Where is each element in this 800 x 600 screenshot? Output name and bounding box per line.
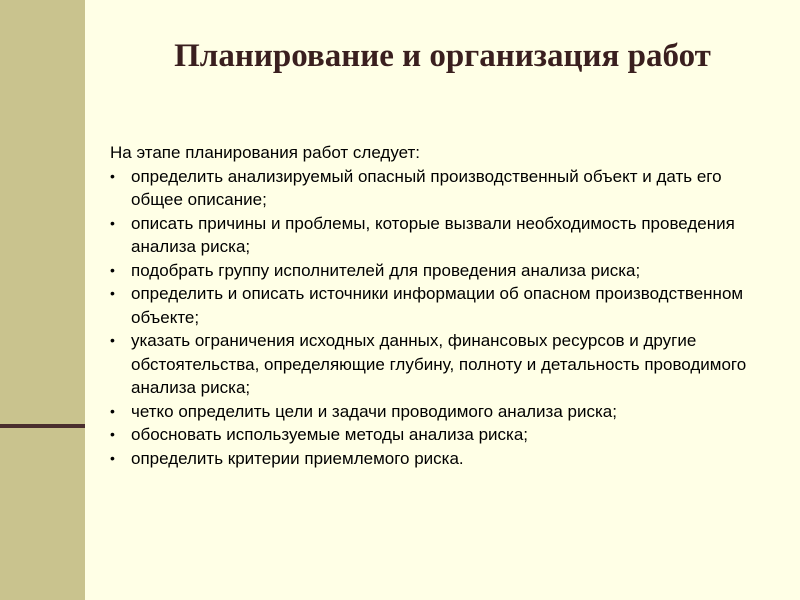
bullet-icon: •: [110, 426, 115, 442]
list-item: [110, 165, 760, 212]
list-item-text: описать причины и проблемы, которые вызвали необходимость проведения анализа риска;: [131, 213, 735, 256]
bullet-icon: •: [110, 402, 115, 419]
bullet-list: [110, 165, 760, 471]
bullet-icon: •: [110, 261, 115, 278]
slide-title: Планирование и организация работ: [174, 38, 711, 74]
list-item: [110, 329, 760, 400]
list-item-text: указать ограничения исходных данных, финансовых ресурсов и другие обстоятельства, определяющие глубину, полноту и детальность проводимого анализа риска;: [131, 331, 747, 397]
list-item: [110, 447, 760, 471]
bullet-icon: •: [110, 285, 115, 301]
bullet-icon: •: [110, 214, 115, 231]
list-item-text: определить критерии приемлемого риска.: [131, 448, 464, 468]
decorative-side-band: [0, 0, 85, 600]
list-item: [110, 212, 760, 259]
decorative-accent-line: [0, 424, 85, 428]
list-item: [110, 400, 760, 424]
bullet-icon: •: [110, 449, 115, 466]
list-item-text: подобрать группу исполнителей для проведения анализа риска;: [131, 260, 641, 280]
list-item-text: четко определить цели и задачи проводимого анализа риска;: [131, 401, 617, 421]
list-item: [110, 423, 760, 447]
intro-text: На этапе планирования работ следует:: [110, 143, 421, 162]
bullet-icon: •: [110, 167, 115, 184]
bullet-icon: •: [110, 332, 115, 348]
slide-content: [110, 141, 760, 470]
list-item-text: обосновать используемые методы анализа риска;: [131, 425, 529, 444]
list-item: [110, 259, 760, 283]
list-item-text: определить анализируемый опасный производственный объект и дать его общее описание;: [131, 166, 722, 209]
list-item-text: определить и описать источники информации об опасном производственном объекте;: [131, 284, 744, 327]
list-item: [110, 282, 760, 329]
